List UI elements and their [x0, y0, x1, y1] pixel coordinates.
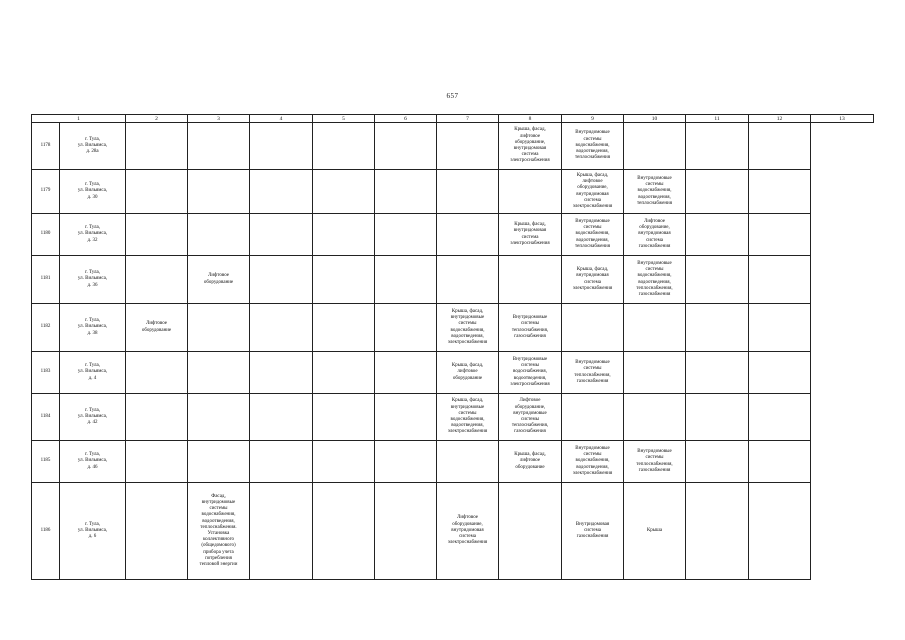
column-header: 3 — [188, 115, 250, 123]
work-cell-c10 — [562, 304, 624, 352]
work-cell-c6 — [313, 352, 375, 394]
work-cell-c3 — [126, 170, 188, 214]
work-cell-c10: Внутридомовая система газоснабжения — [562, 483, 624, 580]
row-number: 1179 — [32, 170, 60, 214]
work-cell-c10: Крыша, фасад, внутридомовая система электроснабжения — [562, 256, 624, 304]
work-cell-c12 — [686, 214, 749, 256]
table-body — [32, 115, 874, 580]
column-header: 6 — [375, 115, 437, 123]
table-row — [32, 304, 874, 352]
work-cell-c5 — [250, 352, 313, 394]
column-header: 2 — [126, 115, 188, 123]
table-row — [32, 123, 874, 170]
work-cell-c7 — [375, 352, 437, 394]
work-cell-c10: Внутридомовые системы теплоснабжения, газоснабжения — [562, 352, 624, 394]
table-row — [32, 441, 874, 483]
work-cell-c13 — [749, 394, 811, 441]
address-cell: г. Тула, ул. Вильямса, д. 36 — [60, 256, 126, 304]
work-cell-c11: Внутридомовые системы теплоснабжения, газоснабжения — [624, 441, 686, 483]
work-cell-c9: Внутридомовые системы теплоснабжения, газоснабжения — [499, 304, 562, 352]
address-cell: г. Тула, ул. Вильямса, д. 46 — [60, 441, 126, 483]
capital-repair-schedule-table — [31, 114, 874, 580]
work-cell-c12 — [686, 170, 749, 214]
work-cell-c11: Внутридомовые системы водоснабжения, водоотведения, теплоснабжения — [624, 170, 686, 214]
work-cell-c9: Лифтовое оборудование, внутридомовые системы теплоснабжения, газоснабжения — [499, 394, 562, 441]
work-cell-c7 — [375, 256, 437, 304]
work-cell-c9 — [499, 483, 562, 580]
work-cell-c7 — [375, 483, 437, 580]
work-cell-c7 — [375, 170, 437, 214]
work-cell-c4 — [188, 170, 250, 214]
work-cell-c12 — [686, 123, 749, 170]
address-cell: г. Тула, ул. Вильямса, д. 4 — [60, 352, 126, 394]
work-cell-c11 — [624, 123, 686, 170]
work-cell-c12 — [686, 304, 749, 352]
work-cell-c3 — [126, 483, 188, 580]
work-cell-c13 — [749, 123, 811, 170]
row-number: 1184 — [32, 394, 60, 441]
header-row — [32, 115, 874, 123]
work-cell-c4: Фасад, внутридомовые системы водоснабжения, водоотведения, теплоснабжения. Установка коллективного (общедомового) прибора учета потребления тепловой энергии — [188, 483, 250, 580]
address-cell: г. Тула, ул. Вильямса, д. 28а — [60, 123, 126, 170]
work-cell-c7 — [375, 123, 437, 170]
work-cell-c7 — [375, 304, 437, 352]
work-cell-c10: Внутридомовые системы водоснабжения, водоотведения, теплоснабжения — [562, 123, 624, 170]
work-cell-c5 — [250, 214, 313, 256]
column-header: 11 — [686, 115, 749, 123]
page-number: 657 — [446, 92, 459, 100]
address-cell: г. Тула, ул. Вильямса, д. 6 — [60, 483, 126, 580]
work-cell-c6 — [313, 483, 375, 580]
work-cell-c5 — [250, 304, 313, 352]
row-number: 1180 — [32, 214, 60, 256]
work-cell-c3 — [126, 256, 188, 304]
column-header: 9 — [562, 115, 624, 123]
work-cell-c4 — [188, 123, 250, 170]
work-cell-c13 — [749, 352, 811, 394]
work-cell-c12 — [686, 441, 749, 483]
work-cell-c11: Крыша — [624, 483, 686, 580]
column-header: 12 — [749, 115, 811, 123]
column-header: 5 — [313, 115, 375, 123]
work-cell-c6 — [313, 170, 375, 214]
work-cell-c3 — [126, 441, 188, 483]
work-cell-c7 — [375, 214, 437, 256]
work-cell-c12 — [686, 394, 749, 441]
work-cell-c13 — [749, 483, 811, 580]
work-cell-c5 — [250, 441, 313, 483]
row-number: 1185 — [32, 441, 60, 483]
address-cell: г. Тула, ул. Вильямса, д. 42 — [60, 394, 126, 441]
column-header: 8 — [499, 115, 562, 123]
work-cell-c8: Лифтовое оборудование, внутридомовая система электроснабжения — [437, 483, 499, 580]
work-cell-c13 — [749, 256, 811, 304]
work-cell-c3: Лифтовое оборудование — [126, 304, 188, 352]
work-cell-c5 — [250, 256, 313, 304]
work-cell-c10: Крыша, фасад, лифтовое оборудование, внутридомовая система электроснабжения — [562, 170, 624, 214]
work-cell-c10 — [562, 394, 624, 441]
work-cell-c5 — [250, 170, 313, 214]
column-header: 1 — [32, 115, 126, 123]
work-cell-c13 — [749, 214, 811, 256]
work-cell-c11 — [624, 394, 686, 441]
work-cell-c5 — [250, 123, 313, 170]
work-cell-c3 — [126, 123, 188, 170]
work-cell-c8 — [437, 256, 499, 304]
work-cell-c3 — [126, 214, 188, 256]
column-header: 13 — [811, 115, 874, 123]
work-cell-c4 — [188, 214, 250, 256]
column-header: 4 — [250, 115, 313, 123]
work-cell-c13 — [749, 441, 811, 483]
work-cell-c11: Внутридомовые системы водоснабжения, водоотведения, теплоснабжения, газоснабжения — [624, 256, 686, 304]
column-header: 7 — [437, 115, 499, 123]
work-cell-c9: Крыша, фасад, лифтовое оборудование, внутридомовая система электроснабжения — [499, 123, 562, 170]
row-number: 1183 — [32, 352, 60, 394]
work-cell-c6 — [313, 304, 375, 352]
table-row — [32, 483, 874, 580]
work-cell-c6 — [313, 123, 375, 170]
table-row — [32, 352, 874, 394]
table-row — [32, 214, 874, 256]
work-cell-c6 — [313, 394, 375, 441]
work-cell-c10: Внутридомовые системы водоснабжения, водоотведения, электроснабжения — [562, 441, 624, 483]
work-cell-c4 — [188, 394, 250, 441]
work-cell-c12 — [686, 352, 749, 394]
work-cell-c10: Внутридомовые системы водоснабжения, водоотведения, теплоснабжения — [562, 214, 624, 256]
work-cell-c8: Крыша, фасад, лифтовое оборудование — [437, 352, 499, 394]
address-cell: г. Тула, ул. Вильямса, д. 32 — [60, 214, 126, 256]
work-cell-c3 — [126, 394, 188, 441]
address-cell: г. Тула, ул. Вильямса, д. 38 — [60, 304, 126, 352]
row-number: 1182 — [32, 304, 60, 352]
work-cell-c4 — [188, 441, 250, 483]
work-cell-c6 — [313, 256, 375, 304]
work-cell-c8 — [437, 214, 499, 256]
work-cell-c8 — [437, 441, 499, 483]
column-header: 10 — [624, 115, 686, 123]
table-row — [32, 256, 874, 304]
work-cell-c13 — [749, 170, 811, 214]
work-cell-c9: Крыша, фасад, лифтовое оборудование — [499, 441, 562, 483]
work-cell-c4 — [188, 352, 250, 394]
work-cell-c12 — [686, 483, 749, 580]
work-cell-c9: Крыша, фасад, внутридомовая система электроснабжения — [499, 214, 562, 256]
work-cell-c11 — [624, 304, 686, 352]
work-cell-c3 — [126, 352, 188, 394]
work-cell-c11: Лифтовое оборудование, внутридомовая система газоснабжения — [624, 214, 686, 256]
table-row — [32, 170, 874, 214]
work-cell-c8: Крыша, фасад, внутридомовые системы водоснабжения, водоотведения, электроснабжения — [437, 394, 499, 441]
work-cell-c9 — [499, 170, 562, 214]
work-cell-c8 — [437, 123, 499, 170]
address-cell: г. Тула, ул. Вильямса, д. 30 — [60, 170, 126, 214]
work-cell-c6 — [313, 214, 375, 256]
row-number: 1186 — [32, 483, 60, 580]
work-cell-c6 — [313, 441, 375, 483]
work-cell-c8: Крыша, фасад, внутридомовые системы водоснабжения, водоотведения, электроснабжения — [437, 304, 499, 352]
work-cell-c13 — [749, 304, 811, 352]
table-row — [32, 394, 874, 441]
work-cell-c12 — [686, 256, 749, 304]
row-number: 1181 — [32, 256, 60, 304]
work-cell-c5 — [250, 483, 313, 580]
work-cell-c7 — [375, 394, 437, 441]
row-number: 1178 — [32, 123, 60, 170]
work-cell-c9 — [499, 256, 562, 304]
work-cell-c4: Лифтовое оборудование — [188, 256, 250, 304]
work-cell-c4 — [188, 304, 250, 352]
work-cell-c9: Внутридомовые системы водоснабжения, водоотведения, электроснабжения — [499, 352, 562, 394]
work-cell-c8 — [437, 170, 499, 214]
work-cell-c5 — [250, 394, 313, 441]
work-cell-c11 — [624, 352, 686, 394]
work-cell-c7 — [375, 441, 437, 483]
